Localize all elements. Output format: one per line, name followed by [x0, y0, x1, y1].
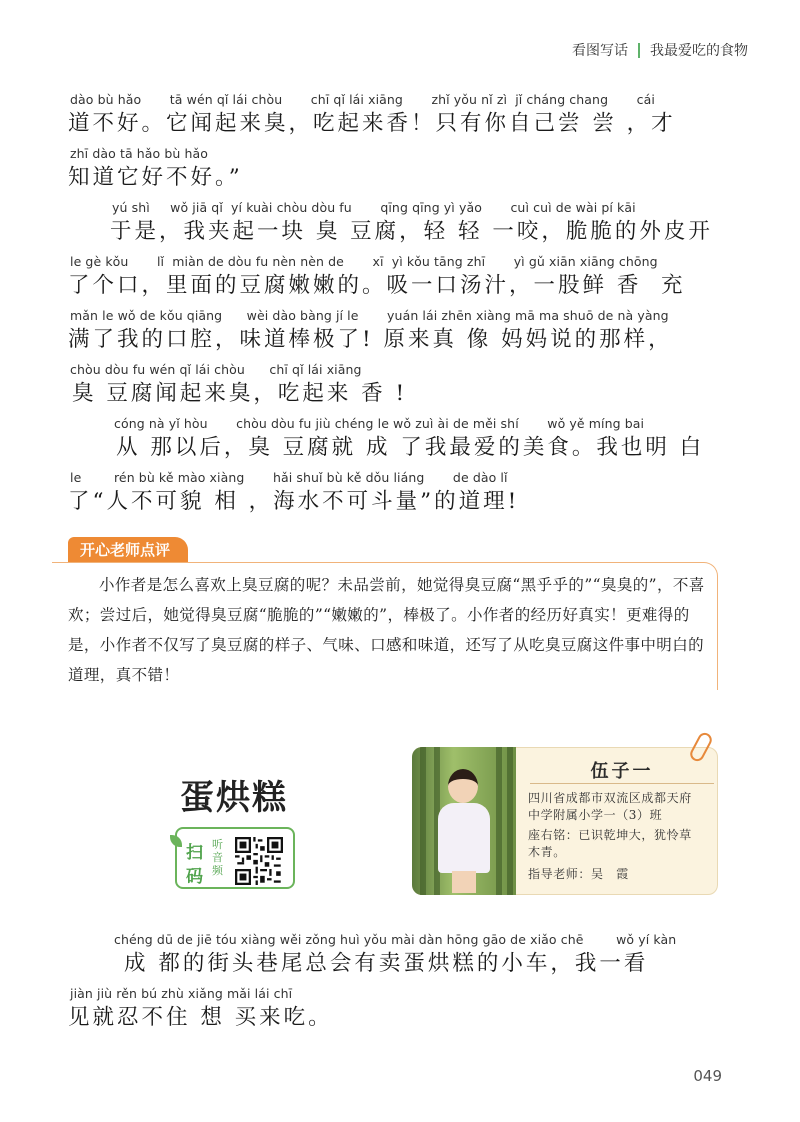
essay-title: 蛋烘糕 [180, 778, 288, 818]
hanzi-line: 臭 豆腐闻起来臭，吃起来 香 ! [72, 381, 408, 406]
hanzi-line: 了个口，里面的豆腐嫩嫩的。吸一口汤汁，一股鲜 香 充 [68, 273, 686, 298]
hanzi-line: 满了我的口腔，味道棒极了! 原来真 像 妈妈说的那样， [68, 327, 673, 352]
hanzi-line: 从 那以后，臭 豆腐就 成 了我最爱的美食。我也明 白 [116, 435, 705, 460]
pinyin-line: chéng dū de jiē tóu xiàng wěi zǒng huì yǒu mài dàn hōng gāo de xiǎo chē wǒ yí kàn [114, 932, 677, 947]
pinyin-line: le gè kǒu lǐ miàn de dòu fu nèn nèn de xī yì kǒu tāng zhī yì gǔ xiān xiāng chōng [70, 254, 658, 269]
section-label: 看图写话 [572, 43, 628, 59]
page-number: 049 [693, 1067, 722, 1085]
pinyin-line: zhī dào tā hǎo bù hǎo [70, 146, 209, 161]
qr-code-icon[interactable] [235, 837, 283, 885]
pinyin-line: mǎn le wǒ de kǒu qiāng wèi dào bàng jí le yuán lái zhēn xiàng mā ma shuō de nà yàng [70, 308, 669, 323]
author-photo [412, 747, 516, 895]
scan-label: 扫 [186, 843, 203, 863]
hanzi-line: 知道它好不好。” [68, 165, 243, 190]
chapter-label: 我最爱吃的食物 [650, 43, 748, 59]
pinyin-line: chòu dòu fu wén qǐ lái chòu chī qǐ lái xiāng [70, 362, 362, 377]
author-name: 伍子一 [590, 761, 654, 782]
hanzi-line: 见就忍不住 想 买来吃。 [68, 1005, 333, 1030]
code-label: 码 [186, 867, 203, 887]
comment-text: 小作者是怎么喜欢上臭豆腐的呢？未品尝前，她觉得臭豆腐“黑乎乎的”“臭臭的”，不喜欢；尝过后，她觉得臭豆腐“脆脆的”“嫩嫩的”，棒极了。小作者的经历好真实！更难得的是，小作者不仅写了臭豆腐的样子、气味、口感和味道，还写了从吃臭豆腐这件事中明白的道理，真不错！ [68, 576, 705, 684]
pinyin-line: yú shì wǒ jiā qǐ yí kuài chòu dòu fu qīng qīng yì yǎo cuì cuì de wài pí kāi [112, 200, 636, 215]
running-head [572, 40, 748, 60]
hanzi-line: 于是，我夹起一块 臭 豆腐，轻 轻 一咬，脆脆的外皮开 [110, 219, 713, 244]
pinyin-line: cóng nà yǐ hòu chòu dòu fu jiù chéng le wǒ zuì ài de měi shí wǒ yě míng bai [114, 416, 645, 431]
comment-tab: 开心老师点评 [68, 537, 188, 563]
name-divider [530, 783, 714, 784]
author-school: 四川省成都市双流区成都天府 [528, 791, 692, 805]
hanzi-line: 道不好。它闻起来臭，吃起来香！只有你自己尝 尝 ，才 [68, 111, 676, 136]
listen-audio-label: 听音频 [212, 838, 223, 877]
author-motto-cont: 木青。 [528, 845, 566, 859]
pinyin-line: jiàn jiù rěn bú zhù xiǎng mǎi lái chī [70, 986, 293, 1001]
hanzi-line: 成 都的街头巷尾总会有卖蛋烘糕的小车，我一看 [124, 951, 649, 976]
pinyin-line: le rén bù kě mào xiàng hǎi shuǐ bù kě dǒu liáng de dào lǐ [70, 470, 508, 485]
author-class: 中学附属小学一（3）班 [528, 808, 663, 822]
header-divider [638, 43, 640, 58]
hanzi-line: 了“人不可貌 相 ，海水不可斗量”的道理! [68, 489, 520, 514]
author-teacher: 指导老师：吴 霞 [528, 867, 629, 881]
author-motto: 座右铭：已识乾坤大，犹怜草 [528, 828, 692, 842]
pinyin-line: dào bù hǎo tā wén qǐ lái chòu chī qǐ lái xiāng zhǐ yǒu nǐ zì jǐ cháng chang cái [70, 92, 655, 107]
